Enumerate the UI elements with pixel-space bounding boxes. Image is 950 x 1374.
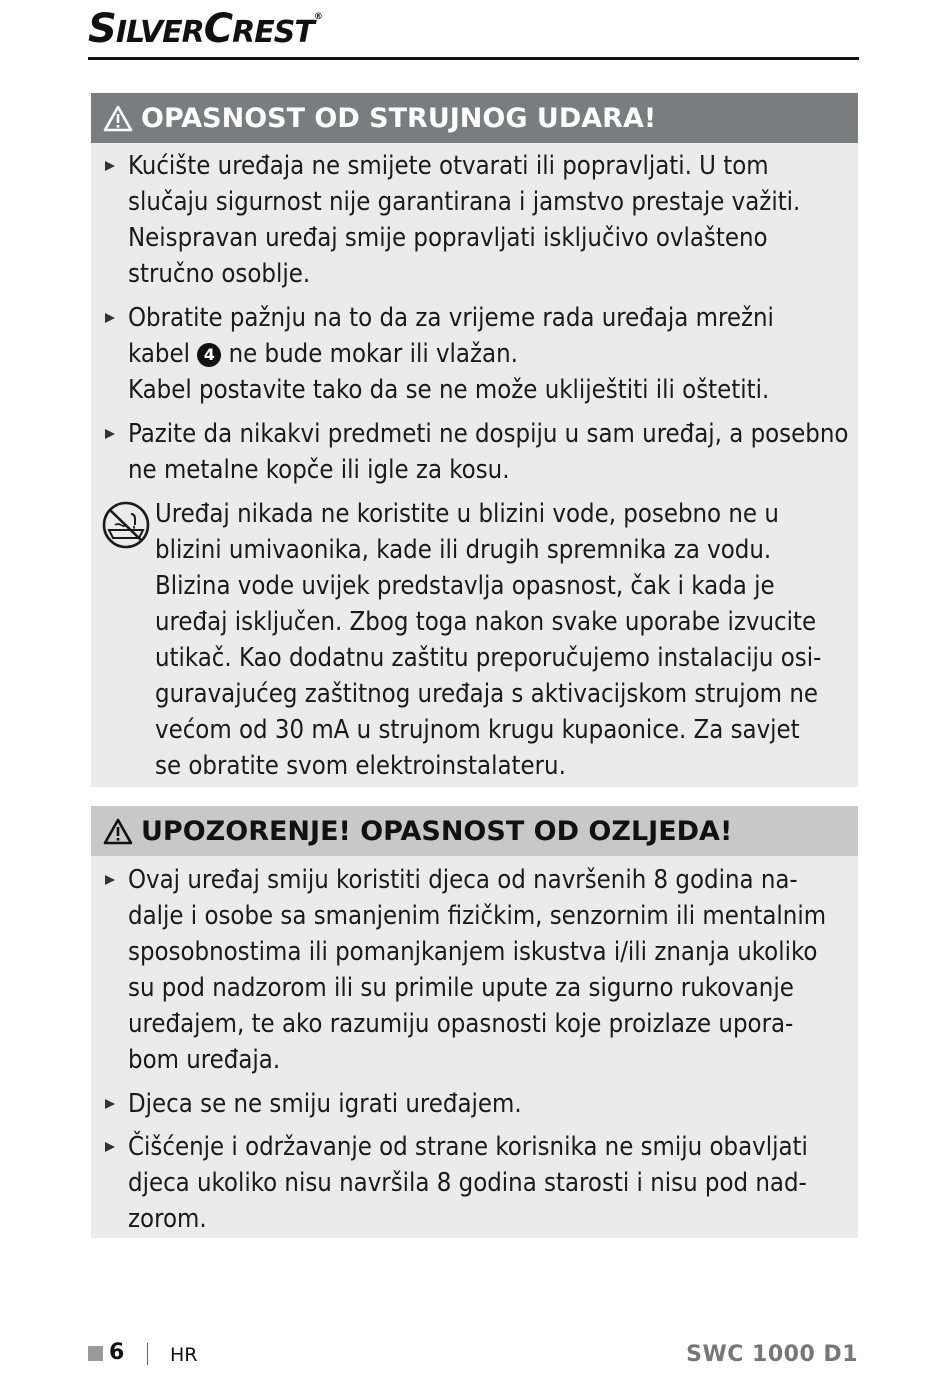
bullet-arrow-icon — [105, 1142, 115, 1152]
injury-warning-title: UPOZORENJE! OPASNOST OD OZLJEDA! — [141, 815, 733, 847]
warning-triangle-icon — [103, 105, 133, 132]
electric-shock-title: OPASNOST OD STRUJNOG UDARA! — [141, 102, 657, 134]
list-item: Obratite pažnju na to da za vrijeme rada uređaja mrežni kabel 4 ne bude mokar ili vlažan. Kabel postavite tako da se ne može ukliještiti ili oštetiti. — [99, 300, 848, 408]
bullet-arrow-icon — [105, 875, 115, 885]
list-item: Kućište uređaja ne smijete otvarati ili popravljati. U tom slučaju sigurnost nije garantirana i jamstvo prestaje važiti. Neispravan uređaj smije popravljati isključivo ovlašteno stručno osoblje. — [99, 148, 848, 292]
water-warning-paragraph: Uređaj nikada ne koristite u blizini vode, posebno ne u blizini umivaonika, kade ili drugih spremnika za vodu. Blizina vode uvijek predstavlja opasnost, čak i kada je uređaj isključen. Zbog toga nakon svake uporabe izvucite utikač. Kao dodatnu zaštitu preporučujemo instalaciju osi- guravajućeg zaštitnog uređaja s aktivacijskom strujom ne većom od 30 mA u strujnom krugu kupaonice. Za savjet se obratite svom elektroinstalateru. — [155, 499, 822, 781]
page-number: 6 — [109, 1340, 125, 1365]
page-marker-square — [88, 1346, 103, 1361]
language-code: HR — [170, 1344, 198, 1366]
bullet-arrow-icon — [105, 161, 115, 171]
bullet-arrow-icon — [105, 429, 115, 439]
header-rule — [88, 57, 859, 60]
part-number-badge: 4 — [197, 343, 221, 367]
warning-triangle-icon — [103, 818, 133, 845]
footer-divider — [147, 1343, 148, 1365]
brand-logo: SILVERCREST® — [88, 6, 322, 52]
bullet-arrow-icon — [105, 1099, 115, 1109]
list-item: Ovaj uređaj smiju koristiti djeca od navršenih 8 godina na- dalje i osobe sa smanjenim fizičkim, senzornim ili mentalnim sposobnostima ili pomanjkanjem iskustva i/ili znanja ukoliko su pod nadzorom ili su primile upute za sigurno rukovanje uređajem, te ako razumiju opasnosti koje proizlaze upora- bom uređaja. — [99, 862, 848, 1078]
bullet-arrow-icon — [105, 313, 115, 323]
injury-warning-section — [91, 806, 858, 1238]
no-water-icon — [101, 500, 151, 550]
list-item: Pazite da nikakvi predmeti ne dospiju u sam uređaj, a posebno ne metalne kopče ili igle za kosu. — [99, 416, 848, 488]
model-number: SWC 1000 D1 — [686, 1342, 858, 1367]
list-item: Čišćenje i održavanje od strane korisnika ne smiju obavljati djeca ukoliko nisu navršila 8 godina starosti i nisu pod nad- zorom. — [99, 1129, 848, 1237]
electric-shock-heading — [91, 93, 858, 143]
injury-warning-heading — [91, 806, 858, 856]
electric-shock-section — [91, 93, 858, 787]
list-item: Djeca se ne smiju igrati uređajem. — [99, 1086, 848, 1122]
